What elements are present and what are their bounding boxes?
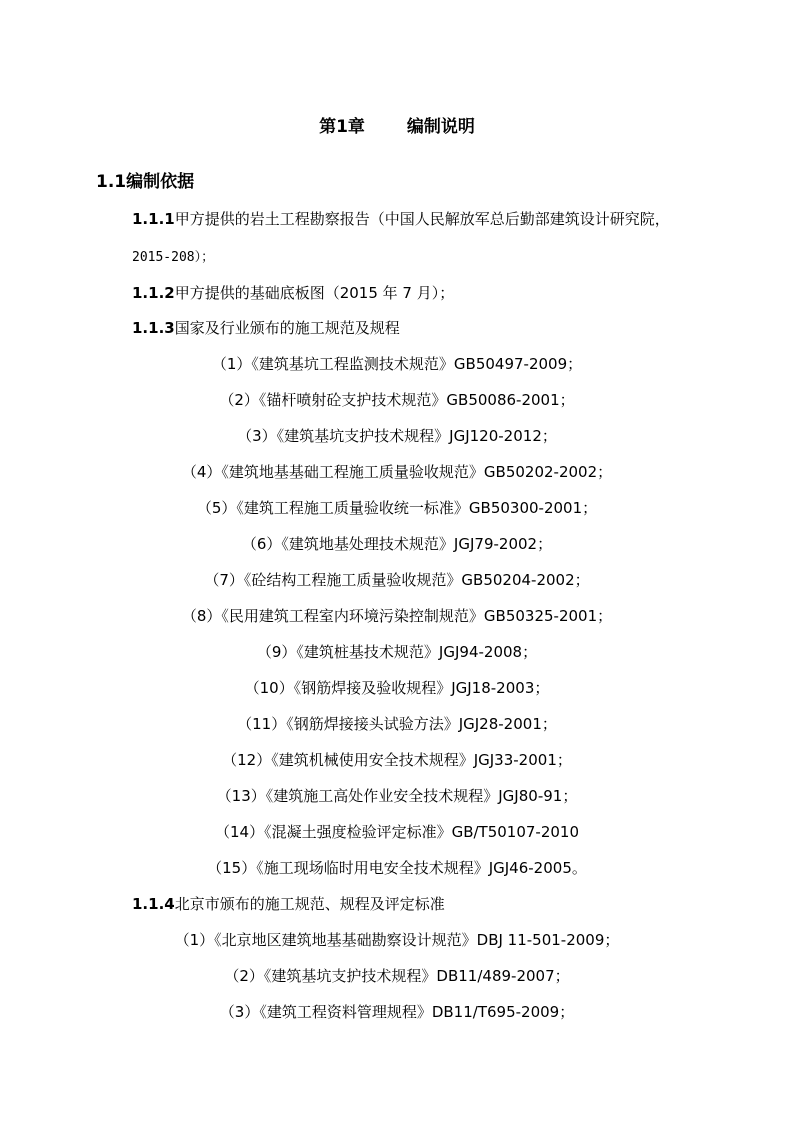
basis-item-number: 1.1.2 bbox=[132, 284, 175, 302]
basis-item-1 bbox=[132, 208, 670, 229]
basis-item-text: 国家及行业颁布的施工规范及规程 bbox=[174, 319, 400, 337]
standard-line: （10）《钢筋焊接及验收规程》JGJ18-2003； bbox=[244, 679, 550, 697]
standard-line: （5）《建筑工程施工质量验收统一标准》GB50300-2001； bbox=[196, 499, 598, 517]
section-heading: 1.1编制依据 bbox=[96, 172, 195, 192]
standard-line: （3）《建筑工程资料管理规程》DB11/T695-2009； bbox=[219, 1003, 575, 1021]
basis-item-2 bbox=[132, 282, 454, 303]
chapter-number: 第1章 bbox=[319, 117, 365, 137]
basis-item-number: 1.1.3 bbox=[132, 319, 175, 337]
standard-line: （3）《建筑基坑支护技术规程》JGJ120-2012； bbox=[237, 427, 557, 445]
basis-item-text: 甲方提供的岩土工程勘察报告（中国人民解放军总后勤部建筑设计研究院， bbox=[174, 210, 670, 228]
basis-item-text: 甲方提供的基础底板图（2015 年 7 月）； bbox=[174, 284, 455, 302]
standard-line: （14）《混凝土强度检验评定标准》GB/T50107-2010 bbox=[214, 823, 580, 841]
standard-line: （8）《民用建筑工程室内环境污染控制规范》GB50325-2001； bbox=[181, 607, 613, 625]
chapter-title: 编制说明 bbox=[406, 117, 475, 137]
standard-line: （7）《砼结构工程施工质量验收规范》GB50204-2002； bbox=[204, 571, 590, 589]
standard-line: （2）《建筑基坑支护技术规程》DB11/489-2007； bbox=[224, 967, 570, 985]
standard-line: （1）《北京地区建筑地基基础勘察设计规范》DBJ 11-501-2009； bbox=[174, 931, 620, 949]
basis-item-number: 1.1.1 bbox=[132, 210, 175, 228]
standard-line: （12）《建筑机械使用安全技术规程》JGJ33-2001； bbox=[222, 751, 572, 769]
basis-item-number: 1.1.4 bbox=[132, 895, 175, 913]
standard-line: （15）《施工现场临时用电安全技术规程》JGJ46-2005。 bbox=[207, 859, 587, 877]
standard-line: （4）《建筑地基基础工程施工质量验收规范》GB50202-2002； bbox=[181, 463, 613, 481]
standard-line: （6）《建筑地基处理技术规范》JGJ79-2002； bbox=[241, 535, 553, 553]
basis-item-4 bbox=[132, 893, 445, 914]
standard-line: （13）《建筑施工高处作业安全技术规程》JGJ80-91； bbox=[216, 787, 578, 805]
standard-line: （11）《钢筋焊接接头试验方法》JGJ28-2001； bbox=[237, 715, 557, 733]
chapter-heading bbox=[0, 112, 794, 137]
standard-line: （2）《锚杆喷射砼支护技术规范》GB50086-2001； bbox=[219, 391, 575, 409]
standard-line: （9）《建筑桩基技术规范》JGJ94-2008； bbox=[256, 643, 538, 661]
basis-item-text: 北京市颁布的施工规范、规程及评定标准 bbox=[174, 895, 445, 913]
standard-line: （1）《建筑基坑工程监测技术规范》GB50497-2009； bbox=[211, 355, 583, 373]
basis-item-1-continuation: 2015-208）； bbox=[132, 250, 215, 265]
basis-item-3 bbox=[132, 317, 400, 338]
